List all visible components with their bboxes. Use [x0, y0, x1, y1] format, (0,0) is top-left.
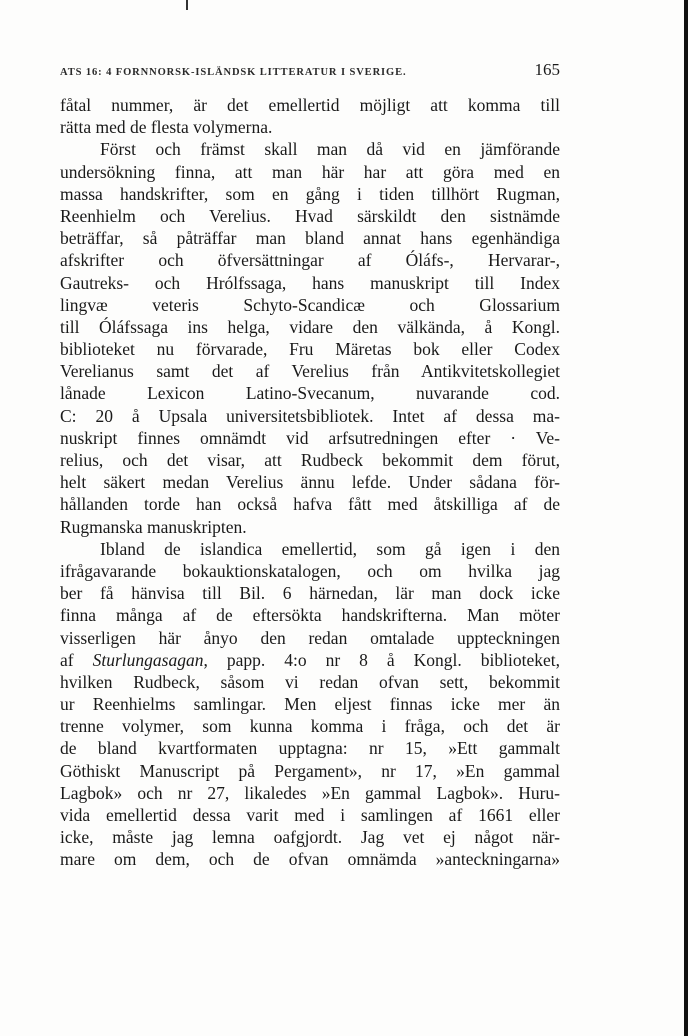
text-line: lingvæ veteris Schyto-Scandicæ och Glossarium — [60, 294, 560, 315]
text-line: biblioteket nu förvarade, Fru Märetas bok eller Codex — [60, 339, 560, 360]
text-line: Verelianus samt det af Verelius från Antikvitetskollegiet — [60, 361, 560, 382]
text-line: hållanden torde han också hafva fått med åtskilliga af de — [60, 494, 560, 515]
text-line: hvilken Rudbeck, såsom vi redan ofvan sett, bekommit — [60, 671, 560, 692]
text-line: Ibland de islandica emellertid, som gå igen i den — [100, 538, 560, 559]
text-line: visserligen här ånyo den redan omtalade uppteckningen — [60, 627, 560, 648]
text-line: ifrågavarande bokauktionskatalogen, och om hvilka jag — [60, 560, 560, 581]
text-line: nuskript finnes omnämdt vid arfsutredningen efter · Ve- — [60, 427, 560, 448]
text-line: rätta med de flesta volymerna. — [60, 117, 273, 138]
text-line: Reenhielm och Verelius. Hvad särskildt den sistnämde — [60, 205, 560, 226]
page-header — [60, 60, 560, 82]
body-text — [60, 94, 560, 871]
running-head: ATS 16: 4 FORNNORSK-ISLÄNDSK LITTERATUR I SVERIGE. — [60, 67, 407, 78]
text-line: mare om dem, och de ofvan omnämda »anteckningarna» — [60, 849, 560, 870]
text-line: af Sturlungasagan, papp. 4:o nr 8 å Kongl. biblioteket, — [60, 649, 560, 670]
page-number: 165 — [534, 60, 560, 79]
text-line: vida emellertid dessa varit med i samlingen af 1661 eller — [60, 805, 560, 825]
text-line: Rugmanska manuskripten. — [60, 516, 247, 537]
text-line: Först och främst skall man då vid en jämförande — [100, 139, 560, 160]
text-line: Göthiskt Manuscript på Pergament», nr 17, »En gammal — [60, 760, 560, 781]
text-line: relius, och det visar, att Rudbeck bekommit dem förut, — [60, 450, 560, 470]
text-line: lånade Lexicon Latino-Svecanum, nuvarande cod. — [60, 383, 560, 404]
text-line: de bland kvartformaten upptagna: nr 15, »Ett gammalt — [60, 738, 560, 759]
text-line: Lagbok» och nr 27, likaledes »En gammal Lagbok». Huru- — [60, 782, 560, 803]
text-line: ber få hänvisa till Bil. 6 härnedan, lär man dock icke — [60, 583, 560, 604]
text-line: helt säkert medan Verelius ännu lefde. Under sådana för- — [60, 472, 560, 493]
text-line: C: 20 å Upsala universitetsbibliotek. Intet af dessa ma- — [60, 405, 560, 426]
text-line: fåtal nummer, är det emellertid möjligt att komma till — [60, 95, 560, 115]
text-line: massa handskrifter, som en gång i tiden tillhört Rugman, — [60, 183, 560, 204]
scan-mark — [186, 0, 188, 10]
text-line: afskrifter och öfversättningar af Óláfs-, Hervarar-, — [60, 250, 560, 271]
text-line: trenne volymer, som kunna komma i fråga, och det är — [60, 716, 560, 737]
text-line: ur Reenhielms samlingar. Men eljest finnas icke mer än — [60, 694, 560, 715]
text-line: Gautreks- och Hrólfssaga, hans manuskript till Index — [60, 272, 560, 293]
text-line: finna många af de eftersökta handskrifterna. Man möter — [60, 605, 560, 626]
scan-edge — [684, 0, 688, 1036]
text-line: icke, måste jag lemna oafgjordt. Jag vet ej något när- — [60, 827, 560, 848]
text-line: till Óláfssaga ins helga, vidare den välkända, å Kongl. — [60, 316, 560, 337]
text-line: beträffar, så påträffar man bland annat hans egenhändiga — [60, 228, 560, 249]
text-line: undersökning finna, att man här har att göra med en — [60, 161, 560, 182]
italic-title: Sturlungasagan — [92, 649, 204, 670]
